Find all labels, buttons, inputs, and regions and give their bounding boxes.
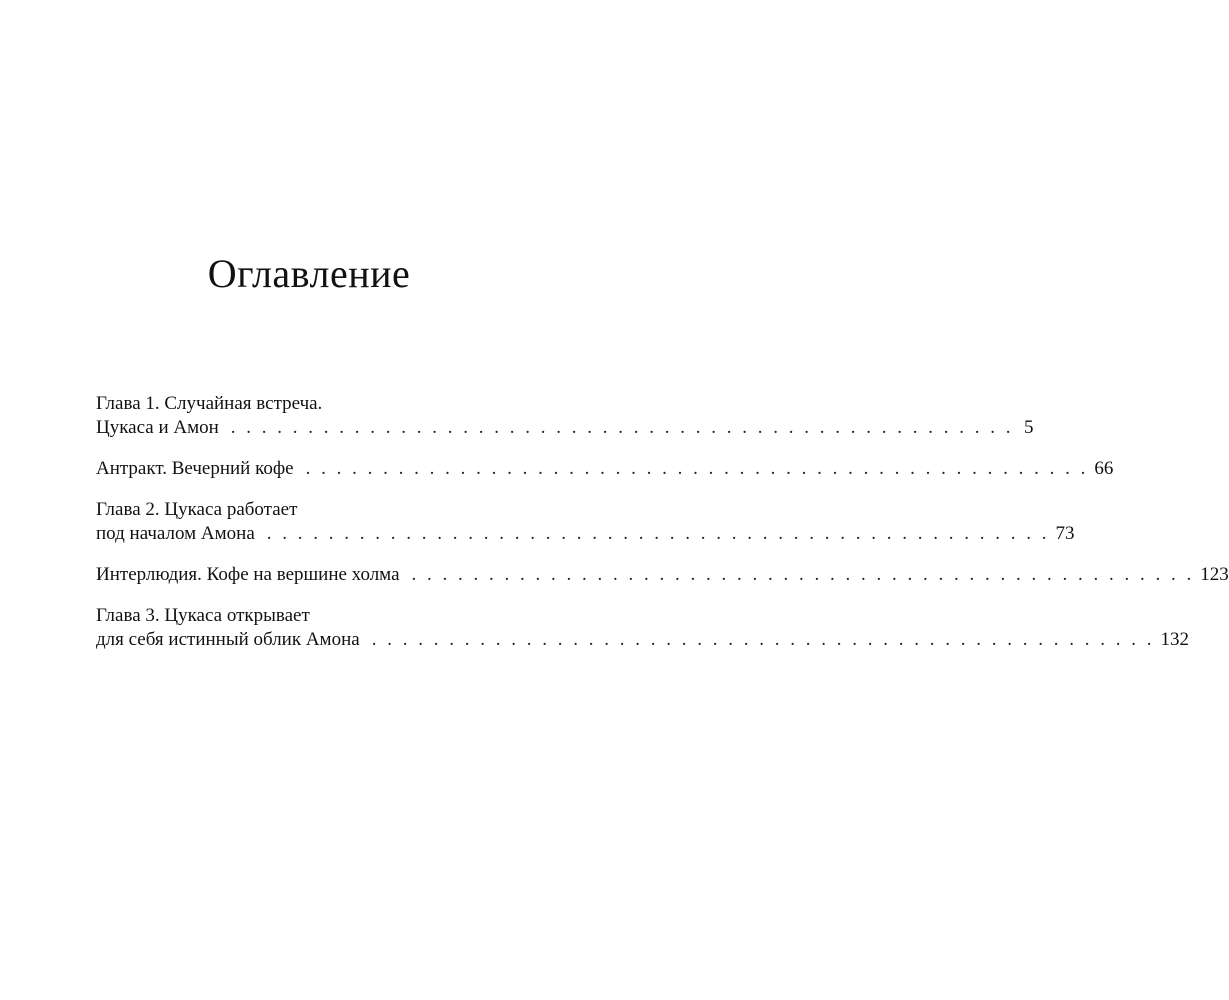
toc-entry-title-line: для себя истинный облик Амона xyxy=(96,629,360,650)
toc-entry-chapter-1 xyxy=(96,392,1034,440)
dot-leader: . . . . . . . . . . . . . . . . . . . . . . . . . . . . . . . . . . . . . . . . . . . . . . . . . . . xyxy=(266,523,1050,544)
dot-leader: . . . . . . . . . . . . . . . . . . . . . . . . . . . . . . . . . . . . . . . . . . . . . . . . . . . xyxy=(230,417,1014,438)
toc-entry-title-line: Глава 2. Цукаса работает xyxy=(96,499,298,520)
dot-leader: . . . . . . . . . . . . . . . . . . . . . . . . . . . . . . . . . . . . . . . . . . . . . . . . . . . xyxy=(371,629,1155,650)
toc-entry-chapter-2 xyxy=(96,498,1075,546)
dot-leader: . . . . . . . . . . . . . . . . . . . . . . . . . . . . . . . . . . . . . . . . . . . . . . . . . . . xyxy=(411,564,1195,585)
toc-entry-chapter-3 xyxy=(96,604,1189,652)
table-of-contents xyxy=(96,392,1229,669)
page-title: Оглавление xyxy=(207,251,411,296)
toc-entry-title-line: Цукаса и Амон xyxy=(96,417,219,438)
toc-entry-title-line: Интерлюдия. Кофе на вершине холма xyxy=(96,564,400,585)
toc-entry-title-line: Глава 1. Случайная встреча. xyxy=(96,393,323,414)
toc-entry-entracte xyxy=(96,457,1114,481)
toc-page-number: 123 xyxy=(1200,564,1229,585)
toc-entry-interlude xyxy=(96,563,1229,587)
toc-page-number: 66 xyxy=(1094,458,1114,479)
toc-page-number: 5 xyxy=(1024,417,1034,438)
toc-entry-title-line: Антракт. Вечерний кофе xyxy=(96,458,294,479)
toc-entry-title-line: под началом Амона xyxy=(96,523,255,544)
toc-page-number: 73 xyxy=(1055,523,1075,544)
dot-leader: . . . . . . . . . . . . . . . . . . . . . . . . . . . . . . . . . . . . . . . . . . . . . . . . . . . xyxy=(305,458,1089,479)
toc-page-number: 132 xyxy=(1160,629,1189,650)
toc-entry-title-line: Глава 3. Цукаса открывает xyxy=(96,605,310,626)
